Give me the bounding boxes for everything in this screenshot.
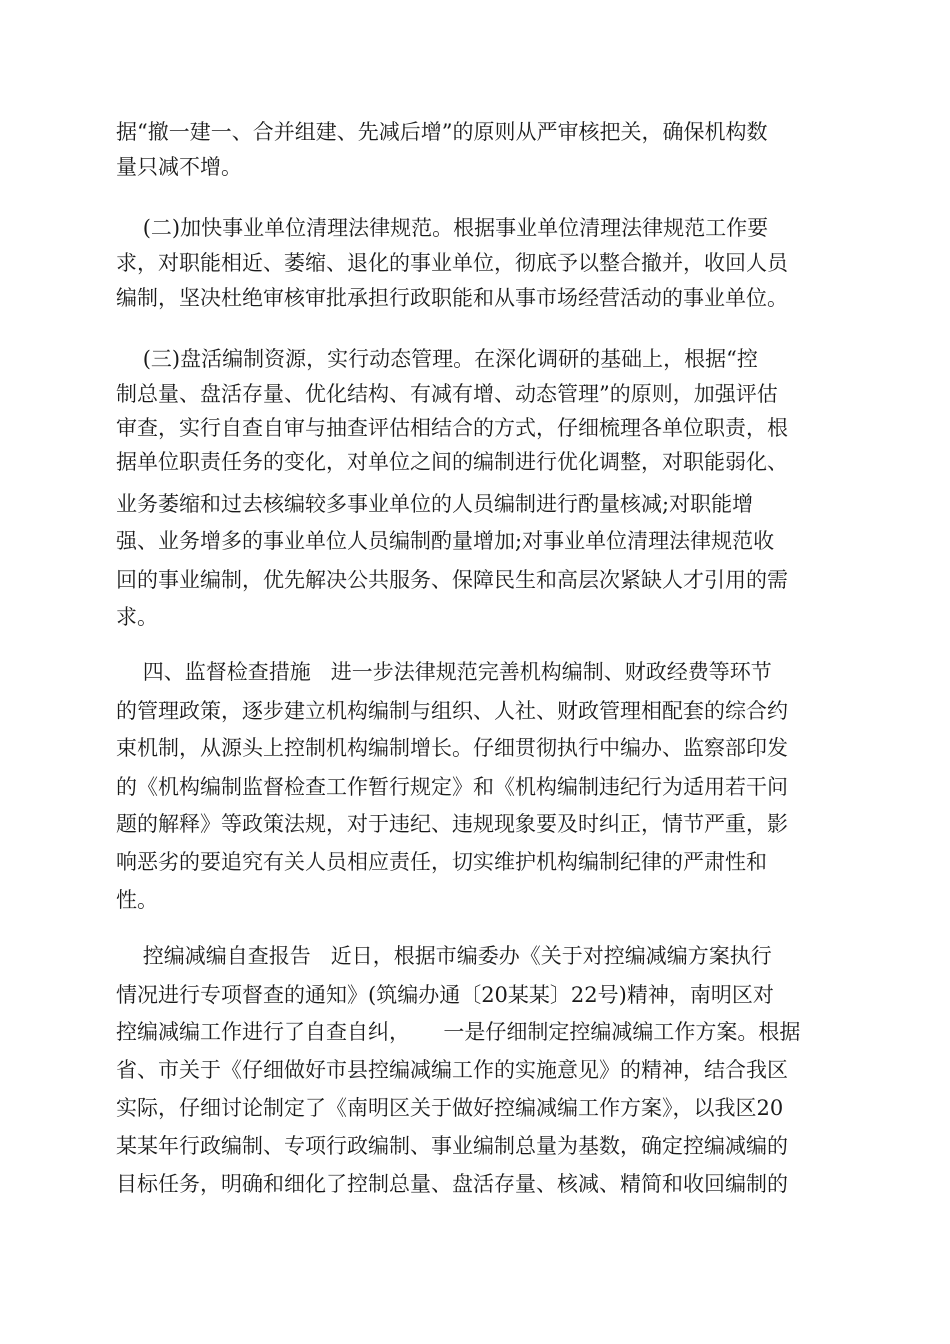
text-line: 控编减编工作进行了自查自纠， 一是仔细制定控编减编工作方案。根据 — [116, 1020, 801, 1044]
text-line: 束机制，从源头上控制机构编制增长。仔细贯彻执行中编办、监察部印发 — [116, 736, 788, 760]
text-line: 控编减编自查报告 近日，根据市编委办《关于对控编减编方案执行 — [116, 944, 772, 968]
text-line: 强、业务增多的事业单位人员编制酌量增加;对事业单位清理法律规范收 — [116, 529, 775, 553]
text-line: 审查，实行自查自审与抽查评估相结合的方式，仔细梳理各单位职责，根 — [116, 416, 788, 440]
text-line: (三)盘活编制资源，实行动态管理。在深化调研的基础上，根据“控 — [116, 347, 758, 371]
text-line: 的管理政策，逐步建立机构编制与组织、人社、财政管理相配套的综合约 — [116, 699, 788, 723]
text-line: 响恶劣的要追究有关人员相应责任，切实维护机构编制纪律的严肃性和 — [116, 850, 767, 874]
text-line: 目标任务，明确和细化了控制总量、盘活存量、核减、精简和收回编制的 — [116, 1172, 788, 1196]
text-line: 求，对职能相近、萎缩、退化的事业单位，彻底予以整合撤并，收回人员 — [116, 251, 788, 275]
text-line: 性。 — [116, 888, 158, 912]
text-line: 编制，坚决杜绝审核审批承担行政职能和从事市场经营活动的事业单位。 — [116, 286, 788, 310]
text-line: 题的解释》等政策法规，对于违纪、违规现象要及时纠正，情节严重，影 — [116, 812, 788, 836]
text-line: 的《机构编制监督检查工作暂行规定》和《机构编制违纪行为适用若干问 — [116, 775, 788, 799]
text-line: 量只减不增。 — [116, 155, 242, 179]
text-line: 回的事业编制，优先解决公共服务、保障民生和高层次紧缺人才引用的需 — [116, 568, 788, 592]
text-line: 省、市关于《仔细做好市县控编减编工作的实施意见》的精神，结合我区 — [116, 1058, 788, 1082]
text-line: 某某年行政编制、专项行政编制、事业编制总量为基数，确定控编减编的 — [116, 1134, 788, 1158]
text-line: 业务萎缩和过去核编较多事业单位的人员编制进行酌量核减;对职能增 — [116, 492, 754, 516]
text-line: 四、监督检查措施 进一步法律规范完善机构编制、财政经费等环节 — [116, 660, 772, 684]
text-line: 据单位职责任务的变化，对单位之间的编制进行优化调整，对职能弱化、 — [116, 450, 788, 474]
text-line: (二)加快事业单位清理法律规范。根据事业单位清理法律规范工作要 — [116, 216, 769, 240]
text-line: 实际，仔细讨论制定了《南明区关于做好控编减编工作方案》，以我区20 — [116, 1096, 784, 1120]
text-line: 求。 — [116, 605, 158, 629]
text-line: 情况进行专项督查的通知》(筑编办通〔20某某〕22号)精神，南明区对 — [116, 983, 774, 1007]
text-line: 据“撤一建一、合并组建、先减后增”的原则从严审核把关，确保机构数 — [116, 120, 768, 144]
text-line: 制总量、盘活存量、优化结构、有减有增、动态管理”的原则，加强评估 — [116, 382, 778, 406]
